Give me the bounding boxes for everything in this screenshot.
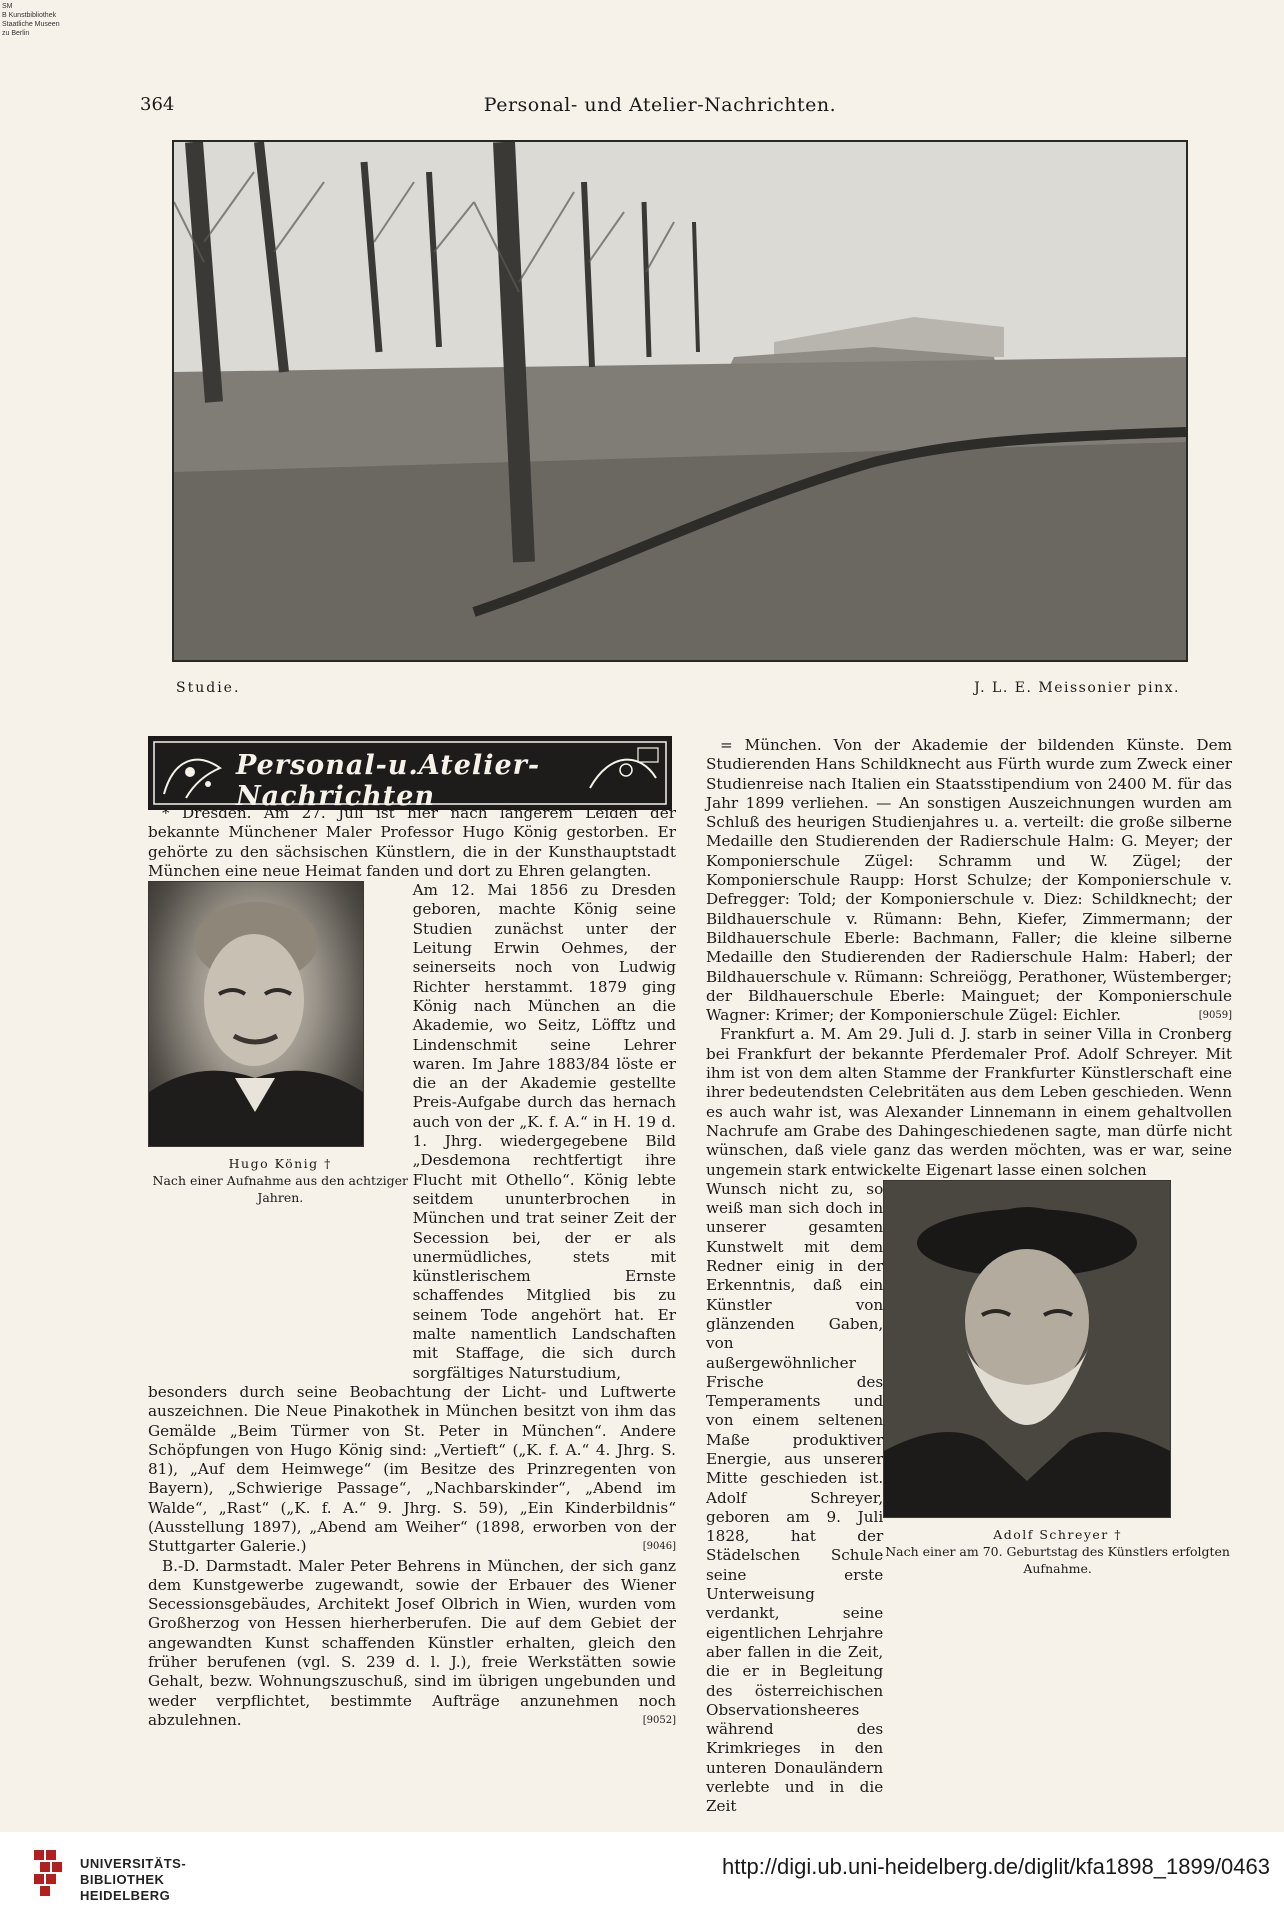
koenig-caption-note: Nach einer Aufnahme aus den achtziger Jahren.	[152, 1173, 409, 1206]
reference-number: [9059]	[1198, 1010, 1232, 1022]
schreyer-portrait-caption	[883, 1526, 1232, 1577]
library-name-line: BIBLIOTHEK	[80, 1872, 165, 1887]
landscape-painting	[172, 140, 1188, 662]
page-number: 364	[140, 94, 175, 115]
right-column	[706, 736, 1232, 1817]
munich-text: = München. Von der Akademie der bildenden Künste. Dem Studierenden Hans Schildknecht aus Fürth wurde zum Zweck einer Studienreise nach Italien ein Staatsstipendium von 2400 M. für das Jahr 1899 verliehen. — An sonstigen Auszeichnungen wurden am Schluß des heurigen Studienjahres u. a. verteilt: die große silberne Medaille den Studierenden der Radierschule Halm: G. Meyer; der Komponierschule Zügel: Schramm und W. Zügel; der Komponierschule Raupp: Horst Schulze; der Komponierschule v. Defregger: Told; der Komponierschule v. Diez: Schildknecht; der Bildhauerschule v. Rümann: Behn, Kiefer, Zimmermann; der Bildhauerschule Eberle: Bachmann, Faller; die kleine silberne Medaille den Studierenden der Radierschule Halm: Haberl; der Bildhauerschule v. Rümann: Schreiögg, Perathoner, Wüstemberger; der Bildhauerschule Eberle: Mainguet; der Komponierschule Wagner: Krimer; der Komponierschule Zügel: Eichler.	[706, 736, 1232, 1025]
koenig-block	[148, 881, 676, 1383]
caption-title: Studie.	[176, 680, 241, 696]
page-header	[140, 94, 1180, 124]
library-name-line: HEIDELBERG	[80, 1888, 171, 1903]
schreyer-portrait-drawing	[884, 1181, 1170, 1517]
koenig-works-text: besonders durch seine Beobachtung der Licht- und Luftwerte auszeichnen. Die Neue Pinakothek in München besitzt von ihm das Gemälde „Beim Türmer von St. Peter in München“. Andere Schöpfungen von Hugo König sind: „Vertieft“ („K. f. A.“ 4. Jhrg. S. 81), „Auf dem Heimwege“ (im Besitze des Prinzregenten von Bayern), „Schwierige Passage“, „Nachbarskinder“, „Abend im Walde“, „Rast“ („K. f. A.“ 9. Jhrg. S. 59), „Ein Kinderbildnis“ (Ausstellung 1897), „Abend am Weiher“ (1898, erworben von der Stuttgarter Galerie.)	[148, 1382, 676, 1556]
koenig-portrait-drawing	[149, 882, 363, 1146]
koenig-portrait-caption	[148, 1155, 413, 1206]
reference-number: [9052]	[642, 1714, 676, 1726]
reference-number: [9046]	[642, 1541, 676, 1553]
schreyer-block	[706, 1180, 1232, 1817]
section-banner	[148, 736, 672, 810]
frankfurt-intro: Frankfurt a. M. Am 29. Juli d. J. starb in seiner Villa in Cronberg bei Frankfurt der bekannte Pferdemaler Prof. Adolf Schreyer. Mit ihm ist von dem alten Stamme der Frankfurter Künstlerschaft eine ihrer bedeutendsten Celebritäten aus dem Leben geschieden. Wenn es auch wahr ist, was Alexander Linnemann in einem gehaltvollen Nachrufe am Grabe des Dahingeschiedenen sagte, man dürfe nicht wünschen, daß viele ganz das werden möchten, was er war, seine ungemein stark entwickelte Eigenart lasse einen solchen	[706, 1025, 1232, 1179]
library-name	[80, 1856, 186, 1904]
foreground-grass	[174, 442, 1186, 660]
koenig-caption-name: Hugo König †	[228, 1156, 332, 1172]
digitization-footer	[0, 1832, 1284, 1920]
koenig-biography: Am 12. Mai 1856 zu Dresden geboren, machte König seine Studien zunächst unter der Leitung Erwin Oehmes, der seinerseits noch von Ludwig Richter herstammt. 1879 ging König nach München an die Akademie, wo Seitz, Löfftz und Lindenschmit seine Lehrer waren. Im Jahre 1883/84 löste er die an der Akademie gestellte Preis-Aufgabe durch das hernach auch von der „K. f. A.“ in H. 19 d. 1. Jhrg. wiedergegebene Bild „Desdemona rechtfertigt ihre Flucht mit Othello“. König lebte seitdem ununterbrochen in München und trat seiner Zeit der Secession bei, der er als unermüdliches, stets mit künstlerischem Ernste schaffendes Mitglied bis zu seinem Tode angehört hat. Er malte namentlich Landschaften mit Staffage, die sich durch sorgfältiges Naturstudium,	[412, 881, 676, 1382]
munich-news	[706, 736, 1232, 1025]
source-url-link[interactable]: http://digi.ub.uni-heidelberg.de/diglit/kfa1898_1899/0463	[722, 1854, 1270, 1879]
koenig-portrait-photo	[148, 881, 364, 1147]
dresden-intro: * Dresden. Am 27. Juli ist hier nach längerem Leiden der bekannte Münchener Maler Professor Hugo König gestorben. Er gehörte zu den sächsischen Künstlern, die in der Kunsthauptstadt München eine neue Heimat fanden und dort zu Ehren gelangten.	[148, 804, 676, 880]
koenig-portrait-figure	[148, 881, 413, 1383]
darmstadt-text: B.-D. Darmstadt. Maler Peter Behrens in München, der sich ganz dem Kunstgewerbe zugewandt, sowie der Erbauer des Wiener Secessionsgebäudes, Architekt Josef Olbrich in Wien, wurden vom Großherzog von Hessen hierherberufen. Die auf dem Gebiet der angewandten Kunst schaffenden Künstler erhalten, gleich den früher berufenen (vgl. S. 239 d. l. J.), freie Werkstätten sowie Gehalt, bezw. Wohnungszuschuß, sind im übrigen ungebunden und weder verpflichtet, bestimmte Aufträge anzunehmen noch abzulehnen.	[148, 1556, 676, 1729]
running-title: Personal- und Atelier-Nachrichten.	[483, 94, 837, 116]
schreyer-caption-note: Nach einer am 70. Geburtstag des Künstlers erfolgten Aufnahme.	[885, 1543, 1230, 1576]
banner-title: Personal-u.Atelier-Nachrichten	[236, 750, 541, 810]
sky	[174, 142, 1186, 372]
stamp-line: SM	[2, 3, 13, 10]
library-stamp	[2, 2, 82, 38]
stamp-line: B Kunstbibliothek	[2, 12, 57, 19]
library-logo-icon	[28, 1846, 72, 1906]
schreyer-caption-name: Adolf Schreyer †	[993, 1526, 1123, 1542]
schreyer-portrait-photo	[883, 1180, 1171, 1518]
darmstadt-news	[148, 1557, 676, 1731]
landscape-drawing	[174, 142, 1186, 660]
caption-artist: J. L. E. Meissonier pinx.	[974, 680, 1180, 696]
library-name-line: UNIVERSITÄTS-	[80, 1856, 187, 1871]
koenig-works	[148, 1383, 676, 1557]
stamp-line: Staatliche Museen	[2, 21, 60, 28]
left-column	[148, 804, 676, 1730]
schreyer-portrait-figure	[883, 1180, 1232, 1817]
schreyer-biography: Wunsch nicht zu, so weiß man sich doch in unserer gesamten Kunstwelt mit dem Redner einig in der Erkenntnis, daß ein Künstler von glänzenden Gaben, von außergewöhnlicher Frische des Temperaments und von einem seltenen Maße produktiver Energie, aus unserer Mitte geschieden ist. Adolf Schreyer, geboren am 9. Juli 1828, hat der Städelschen Schule seine erste Unterweisung verdankt, seine eigentlichen Lehrjahre aber fallen in die Zeit, die er in Begleitung des österreichischen Observationsheeres während des Krimkrieges in den unteren Donauländern verlebte und in die Zeit	[706, 1179, 884, 1816]
stamp-line: zu Berlin	[2, 30, 30, 37]
university-logo	[28, 1846, 228, 1916]
